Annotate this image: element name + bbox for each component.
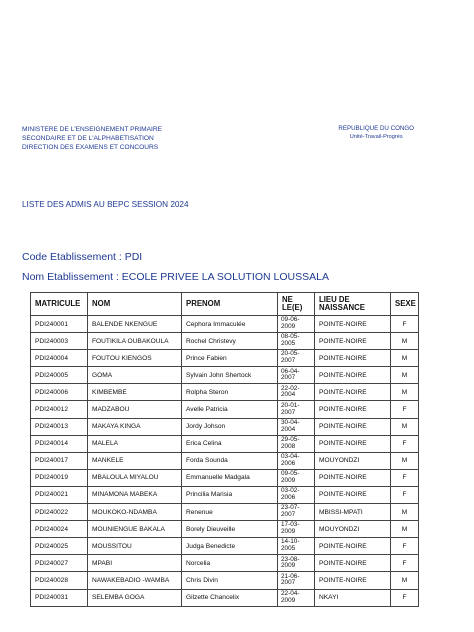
column-header-sexe: SEXE <box>391 293 419 316</box>
establishment-code: Code Etablissement : PDI <box>22 251 143 263</box>
birth-place-cell: POINTE-NOIRE <box>315 572 391 589</box>
prenom-cell: Jordy Johson <box>182 418 278 435</box>
table-row <box>31 435 419 452</box>
republic-name: REPUBLIQUE DU CONGO <box>338 125 414 132</box>
birth-date-cell: 03-04-2006 <box>278 452 315 469</box>
nom-cell: BALENDE NKENGUE <box>88 316 182 333</box>
sexe-cell: F <box>391 555 419 572</box>
matricule-cell: PDI240017 <box>31 452 88 469</box>
list-title: LISTE DES ADMIS AU BEPC SESSION 2024 <box>22 200 189 209</box>
birth-place-cell: POINTE-NOIRE <box>315 418 391 435</box>
table-row <box>31 538 419 555</box>
birth-place-cell: POINTE-NOIRE <box>315 555 391 572</box>
prenom-cell: Borely Dieuveille <box>182 521 278 538</box>
birth-date-cell: 06-04-2007 <box>278 367 315 384</box>
birth-place-cell: POINTE-NOIRE <box>315 350 391 367</box>
prenom-cell: Chris Divin <box>182 572 278 589</box>
birth-place-cell: POINTE-NOIRE <box>315 435 391 452</box>
sexe-cell: F <box>391 401 419 418</box>
table-row <box>31 401 419 418</box>
sexe-cell: F <box>391 589 419 606</box>
birth-date-cell: 21-06-2007 <box>278 572 315 589</box>
matricule-cell: PDI240028 <box>31 572 88 589</box>
admitted-students-table <box>30 292 419 607</box>
birth-place-cell: MOUYONDZI <box>315 521 391 538</box>
birth-date-cell: 09-06-2009 <box>278 316 315 333</box>
sexe-cell: F <box>391 469 419 486</box>
matricule-cell: PDI240021 <box>31 486 88 503</box>
birth-place-cell: POINTE-NOIRE <box>315 384 391 401</box>
matricule-cell: PDI240001 <box>31 316 88 333</box>
birth-place-cell: POINTE-NOIRE <box>315 538 391 555</box>
prenom-cell: Emmanuelle Madgala <box>182 469 278 486</box>
table-row <box>31 589 419 606</box>
table-row <box>31 384 419 401</box>
prenom-cell: Renenue <box>182 504 278 521</box>
nom-cell: MADZABOU <box>88 401 182 418</box>
prenom-cell: Rolpha Steron <box>182 384 278 401</box>
nom-cell: MINAMONA MABEKA <box>88 486 182 503</box>
republic-motto: Unité-Travail-Progrès <box>349 134 403 140</box>
prenom-cell: Gilzette Chancelix <box>182 589 278 606</box>
birth-place-cell: MOUYONDZI <box>315 452 391 469</box>
prenom-cell: Norcelia <box>182 555 278 572</box>
birth-place-cell: POINTE-NOIRE <box>315 316 391 333</box>
nom-cell: MOUSSITOU <box>88 538 182 555</box>
sexe-cell: M <box>391 350 419 367</box>
sexe-cell: F <box>391 486 419 503</box>
nom-cell: MANKELE <box>88 452 182 469</box>
column-header-prenom: PRENOM <box>182 293 278 316</box>
ministry-line-2: SECONDAIRE ET DE L'ALPHABETISATION <box>22 135 154 142</box>
sexe-cell: F <box>391 435 419 452</box>
prenom-cell: Princilia Marisia <box>182 486 278 503</box>
prenom-cell: Forda Sounda <box>182 452 278 469</box>
birth-date-cell: 17-03-2009 <box>278 521 315 538</box>
nom-cell: MOUKOKO-NDAMBA <box>88 504 182 521</box>
table-row <box>31 316 419 333</box>
birth-date-cell: 23-08-2009 <box>278 555 315 572</box>
birth-place-cell: MBISSI-MPATI <box>315 504 391 521</box>
birth-place-cell: NKAYI <box>315 589 391 606</box>
table-header-row <box>31 293 419 316</box>
matricule-cell: PDI240006 <box>31 384 88 401</box>
birth-place-cell: POINTE-NOIRE <box>315 486 391 503</box>
matricule-cell: PDI240025 <box>31 538 88 555</box>
birth-date-cell: 30-04-2004 <box>278 418 315 435</box>
prenom-cell: Erica Celina <box>182 435 278 452</box>
table-row <box>31 469 419 486</box>
sexe-cell: F <box>391 316 419 333</box>
sexe-cell: M <box>391 452 419 469</box>
ministry-line-3: DIRECTION DES EXAMENS ET CONCOURS <box>22 144 159 151</box>
sexe-cell: M <box>391 504 419 521</box>
ministry-header <box>22 125 162 152</box>
matricule-cell: PDI240024 <box>31 521 88 538</box>
birth-date-cell: 03-02-2006 <box>278 486 315 503</box>
birth-date-cell: 09-05-2009 <box>278 469 315 486</box>
matricule-cell: PDI240012 <box>31 401 88 418</box>
birth-place-cell: POINTE-NOIRE <box>315 401 391 418</box>
table-row <box>31 350 419 367</box>
birth-date-cell: 23-07-2007 <box>278 504 315 521</box>
table-row <box>31 555 419 572</box>
nom-cell: KIMBEMBE <box>88 384 182 401</box>
prenom-cell: Cephora Immaculée <box>182 316 278 333</box>
nom-cell: GOMA <box>88 367 182 384</box>
nom-cell: MAKAYA KINGA <box>88 418 182 435</box>
nom-cell: FOUTIKILA OUBAKOULA <box>88 333 182 350</box>
table-row <box>31 504 419 521</box>
establishment-name: Nom Etablissement : ECOLE PRIVEE LA SOLUTION LOUSSALA <box>22 271 329 283</box>
nom-cell: NAWAKEBADIO -WAMBA <box>88 572 182 589</box>
matricule-cell: PDI240014 <box>31 435 88 452</box>
sexe-cell: M <box>391 521 419 538</box>
birth-date-cell: 08-05-2005 <box>278 333 315 350</box>
nom-cell: MOUNIENGUE BAKALA <box>88 521 182 538</box>
table-row <box>31 486 419 503</box>
birth-date-cell: 20-01-2007 <box>278 401 315 418</box>
birth-date-cell: 22-04-2009 <box>278 589 315 606</box>
table-row <box>31 418 419 435</box>
column-header-birth-place: LIEU DE NAISSANCE <box>315 293 391 316</box>
matricule-cell: PDI240003 <box>31 333 88 350</box>
column-header-nom: NOM <box>88 293 182 316</box>
matricule-cell: PDI240019 <box>31 469 88 486</box>
republic-header <box>338 125 414 141</box>
matricule-cell: PDI240013 <box>31 418 88 435</box>
prenom-cell: Judga Benedicte <box>182 538 278 555</box>
ministry-line-1: MINISTERE DE L'ENSEIGNEMENT PRIMAIRE <box>22 126 162 133</box>
birth-date-cell: 20-05-2007 <box>278 350 315 367</box>
table-row <box>31 367 419 384</box>
prenom-cell: Sylvain John Shertock <box>182 367 278 384</box>
nom-cell: MPABI <box>88 555 182 572</box>
birth-date-cell: 14-10-2005 <box>278 538 315 555</box>
prenom-cell: Rochel Christevy <box>182 333 278 350</box>
sexe-cell: M <box>391 572 419 589</box>
birth-place-cell: POINTE-NOIRE <box>315 367 391 384</box>
table-row <box>31 572 419 589</box>
table-row <box>31 452 419 469</box>
prenom-cell: Avelle Patricia <box>182 401 278 418</box>
matricule-cell: PDI240027 <box>31 555 88 572</box>
table-row <box>31 333 419 350</box>
sexe-cell: M <box>391 333 419 350</box>
matricule-cell: PDI240005 <box>31 367 88 384</box>
matricule-cell: PDI240004 <box>31 350 88 367</box>
nom-cell: MALELA <box>88 435 182 452</box>
matricule-cell: PDI240022 <box>31 504 88 521</box>
birth-date-cell: 29-05-2008 <box>278 435 315 452</box>
table-row <box>31 521 419 538</box>
birth-date-cell: 22-02-2004 <box>278 384 315 401</box>
prenom-cell: Prince Fabien <box>182 350 278 367</box>
sexe-cell: M <box>391 384 419 401</box>
sexe-cell: M <box>391 418 419 435</box>
nom-cell: SELEMBA GOGA <box>88 589 182 606</box>
matricule-cell: PDI240031 <box>31 589 88 606</box>
birth-place-cell: POINTE-NOIRE <box>315 333 391 350</box>
birth-place-cell: POINTE-NOIRE <box>315 469 391 486</box>
sexe-cell: M <box>391 367 419 384</box>
sexe-cell: F <box>391 538 419 555</box>
nom-cell: MBALOULA MIYALOU <box>88 469 182 486</box>
nom-cell: FOUTOU KIENGOS <box>88 350 182 367</box>
column-header-birth-date: NE LE(E) <box>278 293 315 316</box>
column-header-matricule: MATRICULE <box>31 293 88 316</box>
